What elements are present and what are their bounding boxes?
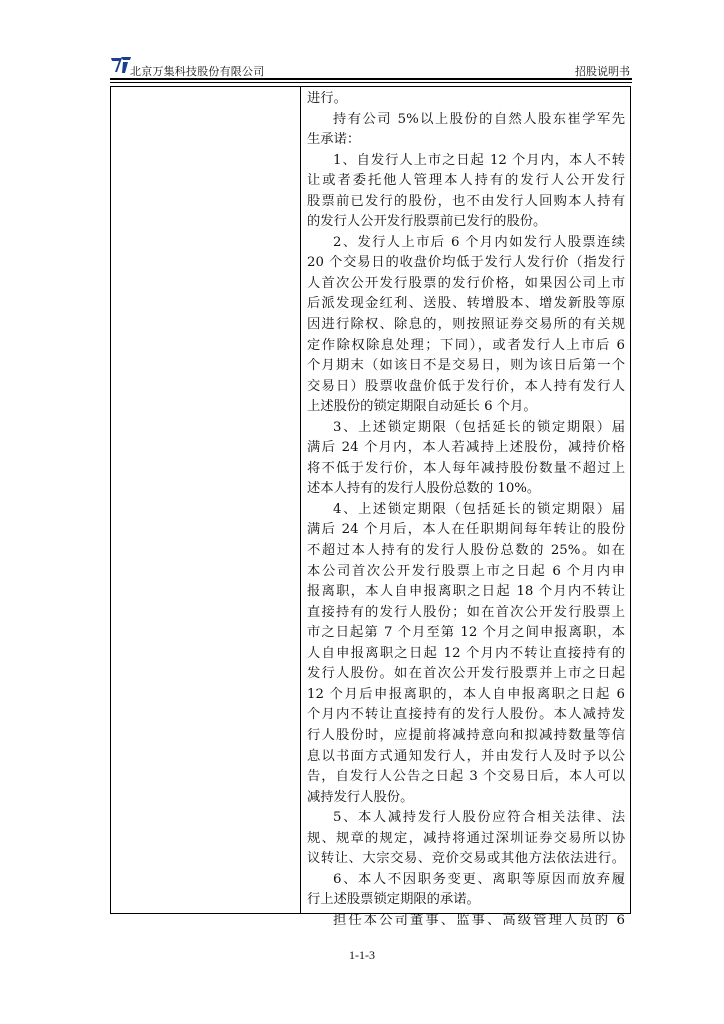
commitment-table xyxy=(110,86,631,928)
text-line: 让或者委托他人管理本人持有的发行人公开发行 xyxy=(307,173,625,189)
text-line: 6、本人不因职务变更、离职等原因而放弃履 xyxy=(333,871,625,887)
text-line: 告，自发行人公告之日起 3 个交易日后，本人可以 xyxy=(307,769,625,785)
text-line: 行上述股票锁定期限的承诺。 xyxy=(307,892,480,908)
text-line: 进行。 xyxy=(307,91,347,106)
text-line: 1、自发行人上市之日起 12 个月内，本人不转 xyxy=(333,152,625,168)
text-line: 减持发行人股份。 xyxy=(307,789,414,805)
text-line: 议转让、大宗交易、竞价交易或其他方法依法进行。 xyxy=(307,851,625,867)
text-line: 个月内不转让直接持有的发行人股份。本人减持发 xyxy=(307,707,625,723)
text-line: 20 个交易日的收盘价均低于发行人发行价（指发行 xyxy=(307,255,625,271)
company-logo-icon xyxy=(110,55,132,75)
text-line: 的发行人公开发行股票前已发行的股份。 xyxy=(307,214,547,230)
text-line: 报离职，本人自申报离职之日起 18 个月内不转让 xyxy=(307,584,625,600)
text-line: 息以书面方式通知发行人，并由发行人及时予以公 xyxy=(307,748,625,764)
text-line: 定作除权除息处理；下同），或者发行人上市后 6 xyxy=(307,337,625,353)
text-line: 3、上述锁定期限（包括延长的锁定期限）届 xyxy=(333,419,625,435)
text-line: 担任本公司董事、监事、高级管理人员的 6 xyxy=(333,912,625,928)
text-line: 后派发现金红利、送股、转增股本、增发新股等原 xyxy=(307,296,625,312)
text-line: 个月期末（如该日不是交易日，则为该日后第一个 xyxy=(307,358,625,374)
text-line: 上述股份的锁定期限自动延长 6 个月。 xyxy=(307,399,537,415)
text-line: 因进行除权、除息的，则按照证券交易所的有关规 xyxy=(307,317,625,333)
text-line: 行人股份时，应提前将减持意向和拟减持数量等信 xyxy=(307,727,625,743)
text-line: 规、规章的规定，减持将通过深圳证券交易所以协 xyxy=(307,830,625,846)
text-line: 持有公司 5%以上股份的自然人股东崔学军先 xyxy=(333,111,625,127)
text-line: 5、本人减持发行人股份应符合相关法律、法 xyxy=(333,810,625,826)
text-line: 满后 24 个月内，本人若减持上述股份，减持价格 xyxy=(307,440,625,456)
text-line: 直接持有的发行人股份；如在首次公开发行股票上 xyxy=(307,604,625,620)
header-rule-thick xyxy=(110,78,632,80)
table-right-cell xyxy=(307,89,625,931)
text-line: 2、发行人上市后 6 个月内如发行人股票连续 xyxy=(333,234,625,250)
document-type: 招股说明书 xyxy=(575,65,630,78)
text-line: 4、上述锁定期限（包括延长的锁定期限）届 xyxy=(333,501,625,517)
text-line: 述本人持有的发行人股份总数的 10%。 xyxy=(307,481,541,497)
page-number: 1-1-3 xyxy=(349,948,375,962)
text-line: 市之日起第 7 个月至第 12 个月之间申报离职，本 xyxy=(307,625,625,641)
page-header xyxy=(110,55,632,79)
text-line: 本公司首次公开发行股票上市之日起 6 个月内申 xyxy=(307,563,625,579)
text-line: 发行人股份。如在首次公开发行股票并上市之日起 xyxy=(307,666,625,682)
text-line: 股票前已发行的股份，也不由发行人回购本人持有 xyxy=(307,193,625,209)
text-line: 12 个月后申报离职的，本人自申报离职之日起 6 xyxy=(307,686,625,702)
text-line: 人自申报离职之日起 12 个月内不转让直接持有的 xyxy=(307,645,625,661)
text-line: 人首次公开发行股票的发行价格，如果因公司上市 xyxy=(307,275,625,291)
text-line: 将不低于发行价，本人每年减持股份数量不超过上 xyxy=(307,460,625,476)
table-left-cell xyxy=(111,87,300,913)
text-line: 满后 24 个月后，本人在任职期间每年转让的股份 xyxy=(307,522,625,538)
text-line: 生承诺： xyxy=(307,132,361,148)
company-name: 北京万集科技股份有限公司 xyxy=(130,65,265,78)
text-line: 交易日）股票收盘价低于发行价，本人持有发行人 xyxy=(307,378,625,394)
text-line: 不超过本人持有的发行人股份总数的 25%。如在 xyxy=(307,543,625,559)
header-rule-thin xyxy=(110,82,632,83)
column-divider xyxy=(300,87,301,913)
